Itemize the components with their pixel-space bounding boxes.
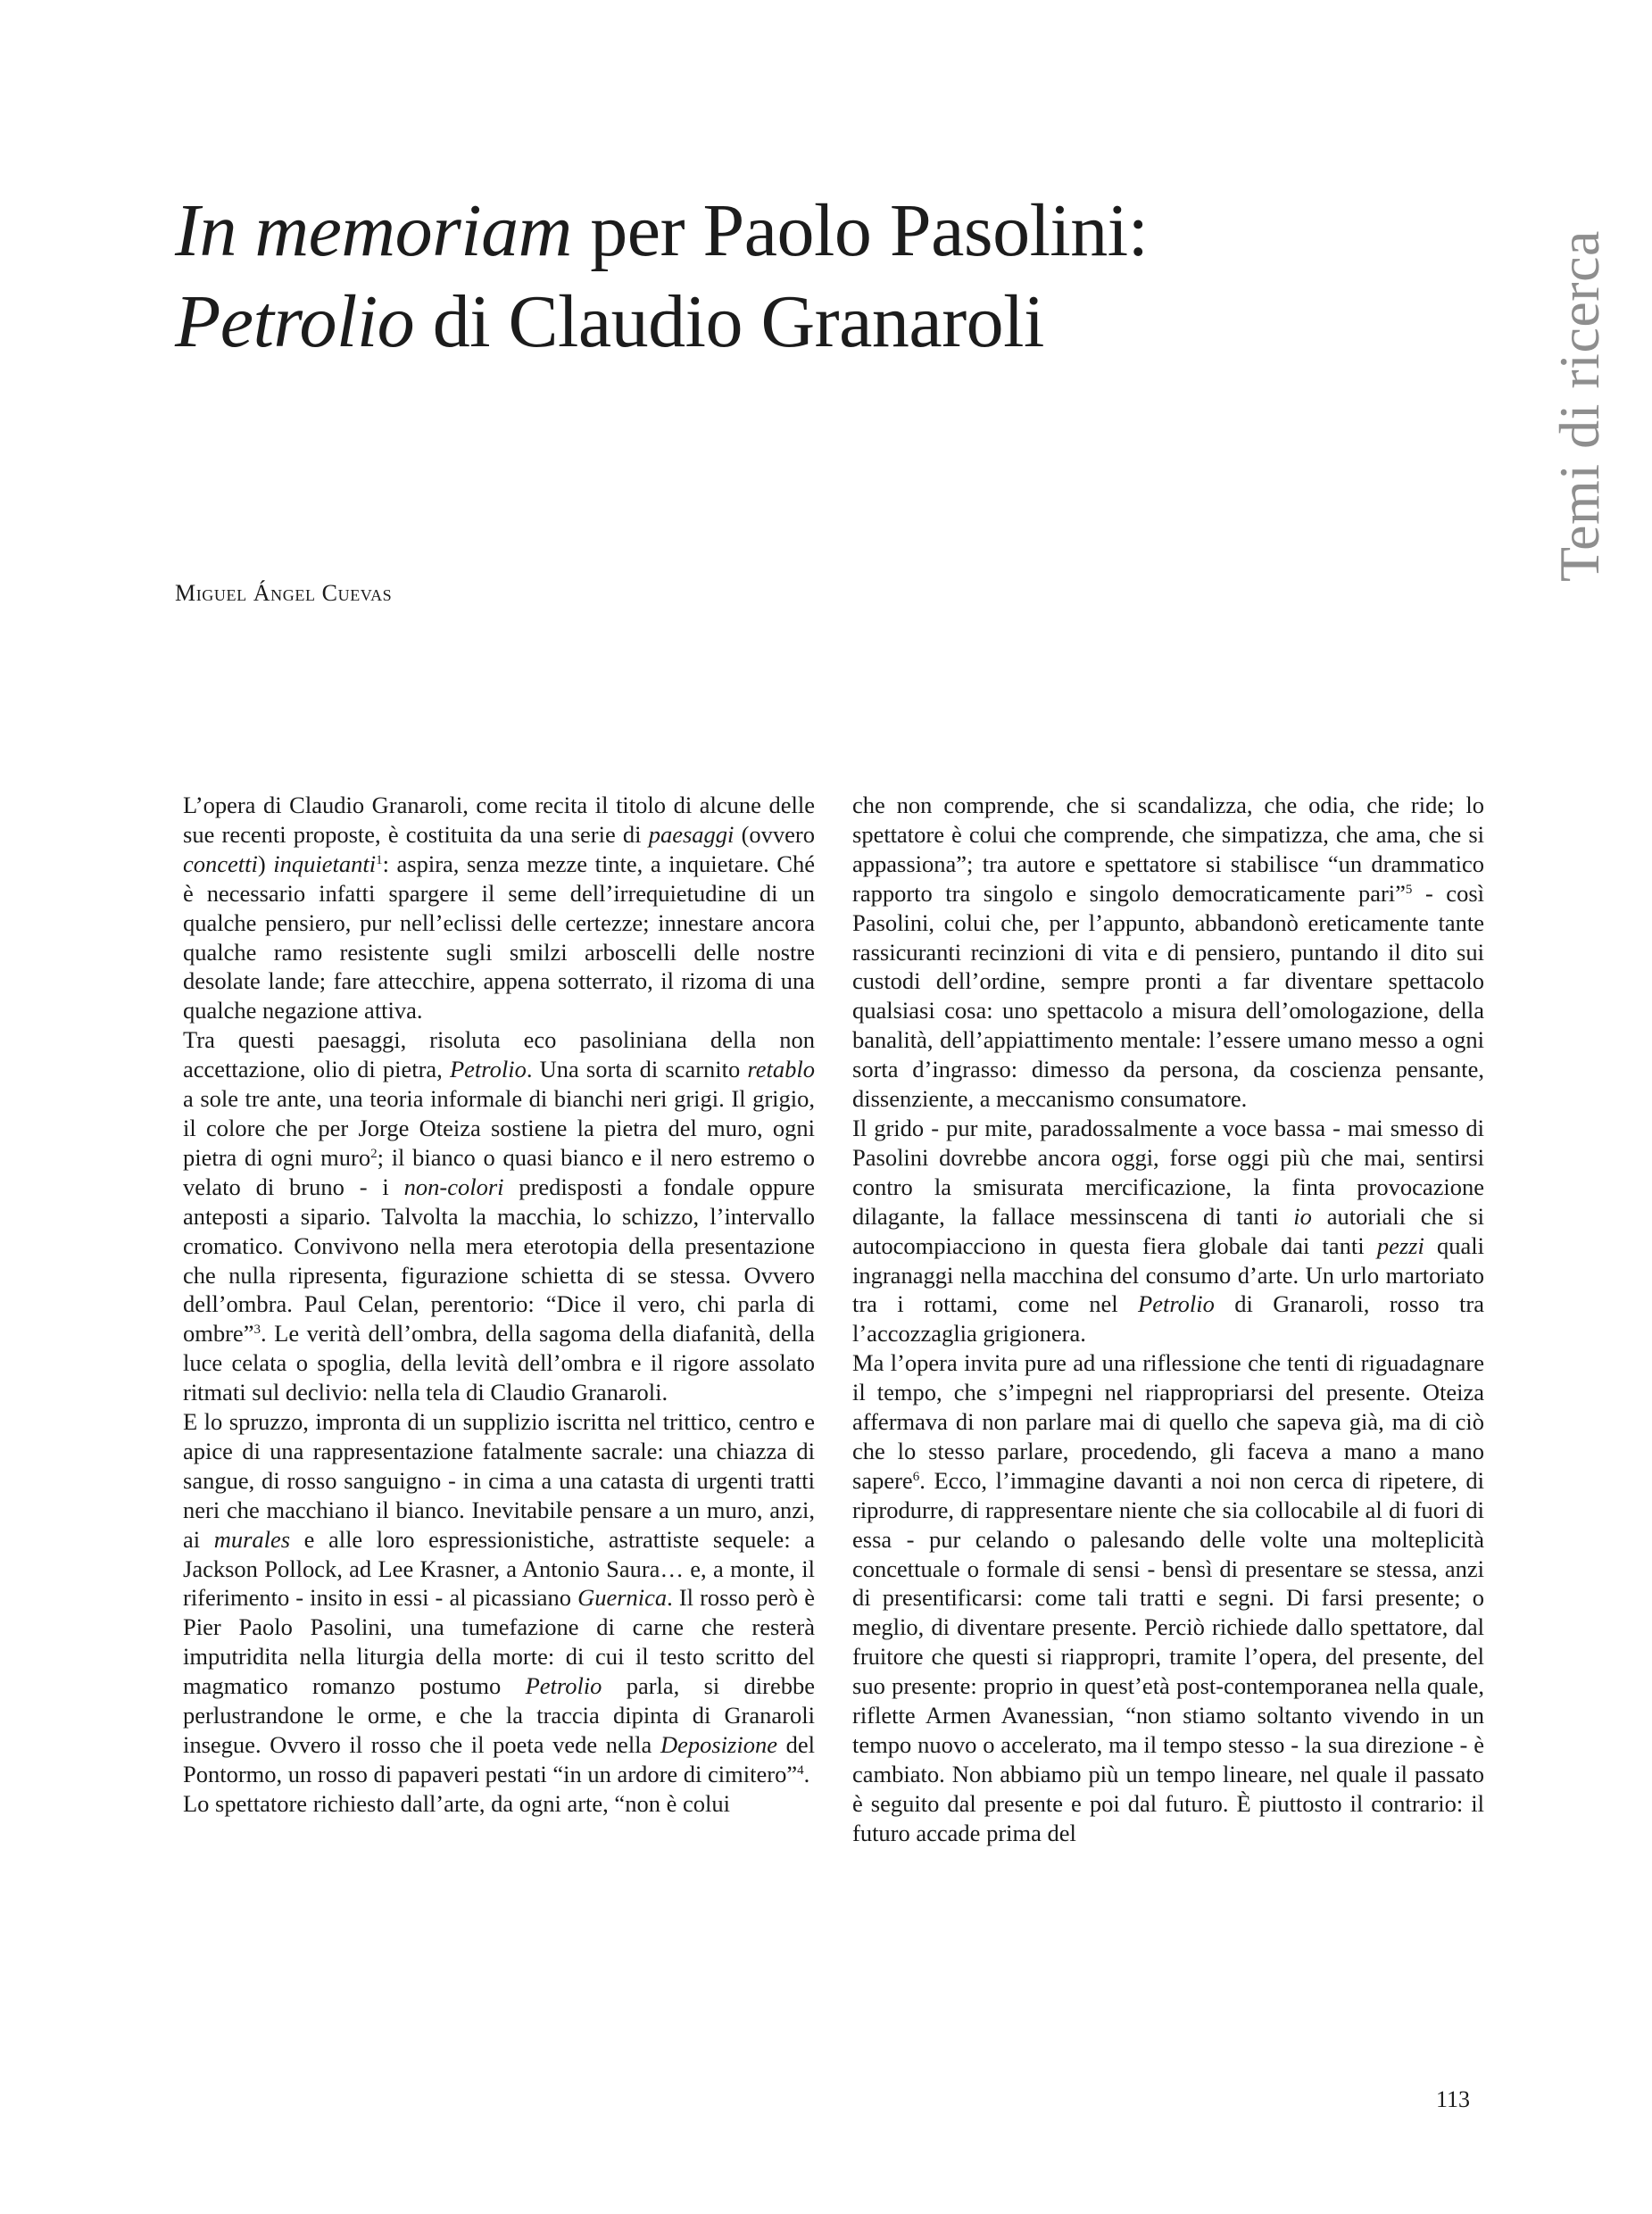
text-run: parla, si direbbe perlustrandone le orme, e che la traccia dipinta di Granaroli insegue. Ovvero il rosso che il poeta vede nella: [183, 1672, 815, 1758]
text-run: predisposti a fondale oppure anteposti a sipario. Talvolta la macchia, lo schizzo, l’intervallo cromatico. Convivono nella mera eterotopia della presentazione che nulla ripresenta, figurazione schietta di se stessa. Ovvero dell’ombra. Paul Celan, perentorio: “Dice il vero, chi parla di ombre”: [183, 1173, 815, 1347]
title-italic-petrolio: Petrolio: [175, 280, 415, 363]
title-italic-in-memoriam: In memoriam: [175, 189, 572, 272]
section-label: Temi di ricerca: [1548, 230, 1611, 582]
body-column-left: [183, 791, 815, 1819]
paragraph: [852, 1114, 1484, 1348]
italic-term: murales: [213, 1525, 291, 1553]
title-line-1: [175, 186, 1291, 277]
text-run: di Granaroli, rosso tra l’accozzaglia grigionera.: [852, 1290, 1484, 1347]
italic-term: Petrolio: [525, 1672, 602, 1700]
italic-term: concetti: [183, 850, 258, 877]
text-run: . Il rosso però è Pier Paolo Pasolini, una tumefazione di carne che resterà imputridita nella liturgia della morte: di cui il testo scritto del magmatico romanzo postumo: [183, 1584, 815, 1700]
paragraph: [852, 791, 1484, 1114]
italic-term: non-colori: [403, 1173, 504, 1200]
italic-term: Petrolio: [449, 1056, 527, 1083]
paragraph: [183, 1407, 815, 1789]
paragraph: [183, 1789, 815, 1819]
text-run: . Una sorta di scarnito: [526, 1056, 748, 1083]
text-run: quali ingranaggi nella macchina del consumo d’arte. Un urlo martoriato tra i rottami, come nel: [852, 1231, 1484, 1318]
italic-term: retablo: [747, 1056, 815, 1083]
text-run: autoriali che si autocompiacciono in questa fiera globale dai tanti: [852, 1202, 1484, 1259]
paragraph: [183, 1025, 815, 1407]
text-run: L’opera di Claudio Granaroli, come recita il titolo di alcune delle sue recenti proposte, è costituita da una serie di: [183, 792, 815, 848]
footnote-ref[interactable]: 4: [797, 1762, 804, 1778]
text-run: E lo spruzzo, impronta di un supplizio iscritta nel trittico, centro e apice di una rappresentazione fatalmente sacrale: una chiazza di sangue, di rosso sanguigno - in cima a una catasta di urgenti tratti neri che macchiano il bianco. Inevitabile pensare a un muro, anzi, ai: [183, 1408, 815, 1553]
text-run: .: [803, 1760, 810, 1787]
paragraph: [852, 1348, 1484, 1847]
text-run: Tra questi paesaggi, risoluta eco pasoliniana della non accettazione, olio di pietra,: [183, 1026, 815, 1083]
text-run: Lo spettatore richiesto dall’arte, da ogni arte, “non è colui: [183, 1789, 730, 1817]
body-column-right: [852, 791, 1484, 1848]
footnote-ref[interactable]: 6: [912, 1469, 920, 1484]
footnote-ref[interactable]: 2: [370, 1146, 378, 1161]
text-run: Il grido - pur mite, paradossalmente a voce bassa - mai smesso di Pasolini dovrebbe ancora oggi, forse oggi più che mai, sentirsi contro la smisurata mercificazione, la finta provocazione dilagante, la fallace messinscena di tanti: [852, 1114, 1484, 1230]
text-run: ; il bianco o quasi bianco e il nero estremo o velato di bruno - i: [183, 1143, 815, 1200]
paragraph: [183, 791, 815, 1025]
italic-term: Petrolio: [1138, 1290, 1215, 1318]
text-run: : aspira, senza mezze tinte, a inquietare. Ché è necessario infatti spargere il seme dell’irrequietudine di un qualche pensiero, pur nell’eclissi delle certezze; innestare ancora qualche ramo resistente sugli smilzi arboscelli delle nostre desolate lande; fare attecchire, appena sotterrato, il rizoma di una qualche negazione attiva.: [183, 850, 815, 1024]
footnote-ref[interactable]: 5: [1405, 882, 1413, 897]
footnote-ref[interactable]: 1: [376, 852, 383, 867]
italic-term: Guernica: [577, 1584, 668, 1612]
text-run: e alle loro espressionistiche, astrattiste sequele: a Jackson Pollock, ad Lee Krasner, a Antonio Saura… e, a monte, il riferimento - insito in essi - al picassiano: [183, 1525, 815, 1612]
article-title: [175, 186, 1291, 368]
title-line-2-text: di Claudio Granaroli: [414, 280, 1044, 363]
author-name: Miguel Ángel Cuevas: [175, 580, 393, 606]
italic-term: inquietanti: [273, 850, 377, 877]
title-line-2: [175, 277, 1291, 368]
text-run: - così Pasolini, colui che, per l’appunto, abbandonò ereticamente tante rassicuranti recinzioni di vita e di pensiero, puntando il dito sui custodi dell’ordine, sempre pronti a far diventare spettacolo qualsiasi cosa: uno spettacolo a misura dell’omologazione, della banalità, dell’appiattimento mentale: l’essere umano messo a ogni sorta d’ingrasso: dimesso da persona, da coscienza pensante, dissenziente, a meccanismo consumatore.: [852, 879, 1484, 1113]
text-run: a sole tre ante, una teoria informale di bianchi neri grigi. Il grigio, il colore che per Jorge Oteiza sostiene la pietra del muro, ogni pietra di ogni muro: [183, 1085, 815, 1171]
text-run: (ovvero: [734, 820, 815, 848]
italic-term: Deposizione: [660, 1731, 777, 1758]
text-run: ): [257, 850, 274, 877]
text-run: Ma l’opera invita pure ad una riflessione che tenti di riguadagnare il tempo, che s’impegni nel riappropriarsi del presente. Oteiza affermava di non parlare mai di quello che sapeva già, ma di ciò che lo stesso parlare, procedendo, gli faceva a mano a mano sapere: [852, 1349, 1484, 1494]
footnote-ref[interactable]: 3: [253, 1323, 261, 1338]
page-number: 113: [1436, 2086, 1471, 2112]
text-run: . Le verità dell’ombra, della sagoma della diafanità, della luce celata o spoglia, della levità dell’ombra e il rigore assolato ritmati sul declivio: nella tela di Claudio Granaroli.: [183, 1320, 815, 1406]
text-run: del Pontormo, un rosso di papaveri pestati “in un ardore di cimitero”: [183, 1731, 816, 1787]
text-run: . Ecco, l’immagine davanti a noi non cerca di ripetere, di riprodurre, di rappresentare niente che sia collocabile al di fuori di essa - pur celando o palesando delle volte una molteplicità concettuale o formale di sensi - bensì di presentare se stessa, anzi di presentificarsi: come tali tratti e segni. Di farsi presente; o meglio, di diventare presente. Perciò richiede dallo spettatore, dal fruitore che questi si riappropri, tramite l’opera, del presente, del suo presente: proprio in quest’età post-contemporanea nella quale, riflette Armen Avanessian, “non stiamo soltanto vivendo in un tempo nuovo o accelerato, ma il tempo stesso - la sua direzione - è cambiato. Non abbiamo più un tempo lineare, nel quale il passato è seguito dal presente e poi dal futuro. È piuttosto il contrario: il futuro accade prima del: [852, 1466, 1484, 1846]
text-run: che non comprende, che si scandalizza, che odia, che ride; lo spettatore è colui che comprende, che simpatizza, che ama, che si appassiona”; tra autore e spettatore si stabilisce “un drammatico rapporto tra singolo e singolo democraticamente pari”: [852, 792, 1484, 907]
italic-term: io: [1293, 1202, 1312, 1230]
italic-term: paesaggi: [648, 820, 735, 848]
title-line-1-text: per Paolo Pasolini:: [571, 189, 1149, 272]
italic-term: pezzi: [1376, 1231, 1424, 1259]
